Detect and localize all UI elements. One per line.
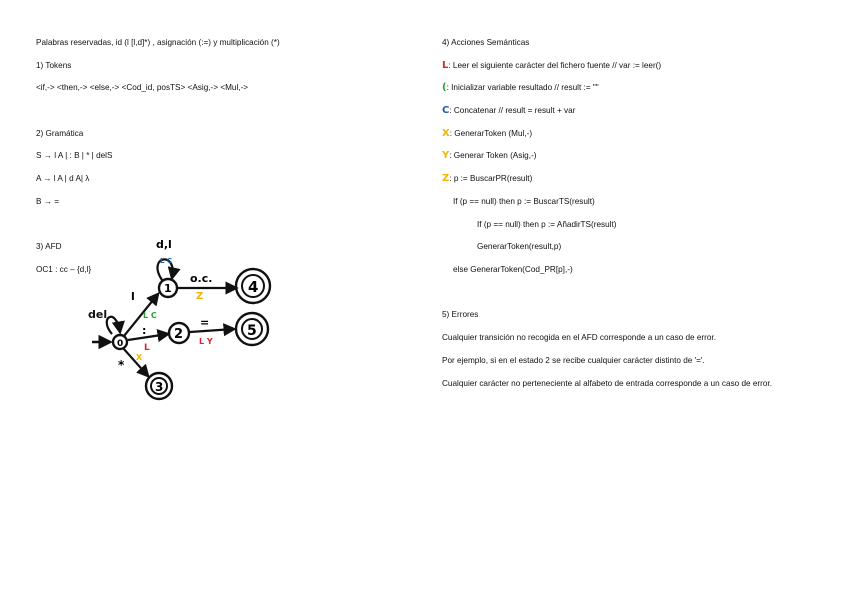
grammar-rule-b: B → = [36, 196, 59, 206]
tokens-title: 1) Tokens [36, 60, 72, 70]
label-0-1: l [131, 290, 135, 303]
action-text: : Concatenar // result = result + var [449, 106, 576, 116]
action-text: : Inicializar variable resultado // result := "" [446, 83, 599, 93]
action-label-2-5: L Y [199, 337, 213, 346]
code-line: If (p == null) then p := AñadirTS(result) [477, 219, 617, 229]
right-column [442, 37, 822, 393]
action-label-0-2: L [144, 343, 150, 353]
edge-0-2 [128, 334, 168, 340]
error-text: Cualquier transición no recogida en el AFD corresponde a un caso de error. [442, 332, 716, 342]
state-5-label: 5 [247, 323, 257, 339]
action-label-0-3: X [136, 353, 143, 362]
action-text: : Generar Token (Asig,-) [449, 151, 537, 161]
action-z [442, 173, 822, 196]
code-line: GenerarToken(result,p) [477, 242, 562, 252]
grammar-rule-a: A → l A | d A| λ [36, 174, 90, 184]
tokens-list: <if,-> <then,-> <else,-> <Cod_id, posTS> <Asig,-> <Mul,-> [36, 83, 249, 93]
afd-diagram [86, 236, 286, 406]
label-loop-1: d,l [156, 238, 172, 251]
action-marker-y: Y [442, 150, 450, 162]
action-label-0-1: L C [143, 311, 157, 320]
action-c [442, 105, 822, 128]
action-x [442, 128, 822, 151]
action-marker-z: Z [442, 173, 450, 185]
spacer [36, 105, 406, 128]
error-text: Por ejemplo, si en el estado 2 se recibe cualquier carácter distinto de '='. [442, 355, 705, 365]
code-line: else GenerarToken(Cod_PR[p],-) [453, 264, 573, 274]
state-0-label: 0 [117, 339, 124, 349]
actions-title: 4) Acciones Semánticas [442, 38, 530, 47]
action-marker-init: ( [442, 82, 447, 94]
action-marker-c: C [442, 105, 450, 117]
label-0-3: * [118, 358, 125, 372]
loop-del [107, 317, 120, 334]
error-text: Cualquier carácter no perteneciente al alfabeto de entrada corresponde a un caso de error. [442, 379, 772, 389]
grammar-rule-s: S → l A | : B | * | delS [36, 151, 113, 161]
action-init [442, 82, 822, 105]
action-label-1-4: Z [196, 291, 204, 302]
code-line: If (p == null) then p := BuscarTS(result) [453, 196, 595, 206]
edge-2-5 [190, 329, 234, 332]
state-1-label: 1 [164, 282, 172, 295]
action-label-loop-1: L C [160, 257, 173, 265]
label-0-2: : [142, 324, 147, 337]
action-text: : p := BuscarPR(result) [449, 174, 533, 184]
label-del: del [88, 308, 108, 321]
action-marker-x: X [442, 127, 450, 139]
errors-title: 5) Errores [442, 310, 479, 320]
action-y [442, 150, 822, 173]
label-2-5: = [200, 316, 210, 329]
intro-text: Palabras reservadas, id (l [l,d]*) , asignación (:=) y multiplicación (*) [36, 38, 280, 47]
spacer [442, 287, 822, 310]
action-l [442, 60, 822, 83]
grammar-title: 2) Gramática [36, 128, 84, 138]
label-1-4: o.c. [190, 272, 213, 285]
state-2-label: 2 [174, 327, 184, 342]
action-marker-l: L [442, 59, 449, 71]
afd-title: 3) AFD [36, 242, 62, 252]
action-text: : GenerarToken (Mul,-) [449, 128, 533, 138]
action-text: : Leer el siguiente carácter del fichero fuente // var := leer() [448, 60, 662, 70]
state-3-label: 3 [155, 380, 164, 394]
oc1-definition: OC1 : cc – {d,l} [36, 264, 92, 274]
state-4-label: 4 [248, 278, 259, 296]
